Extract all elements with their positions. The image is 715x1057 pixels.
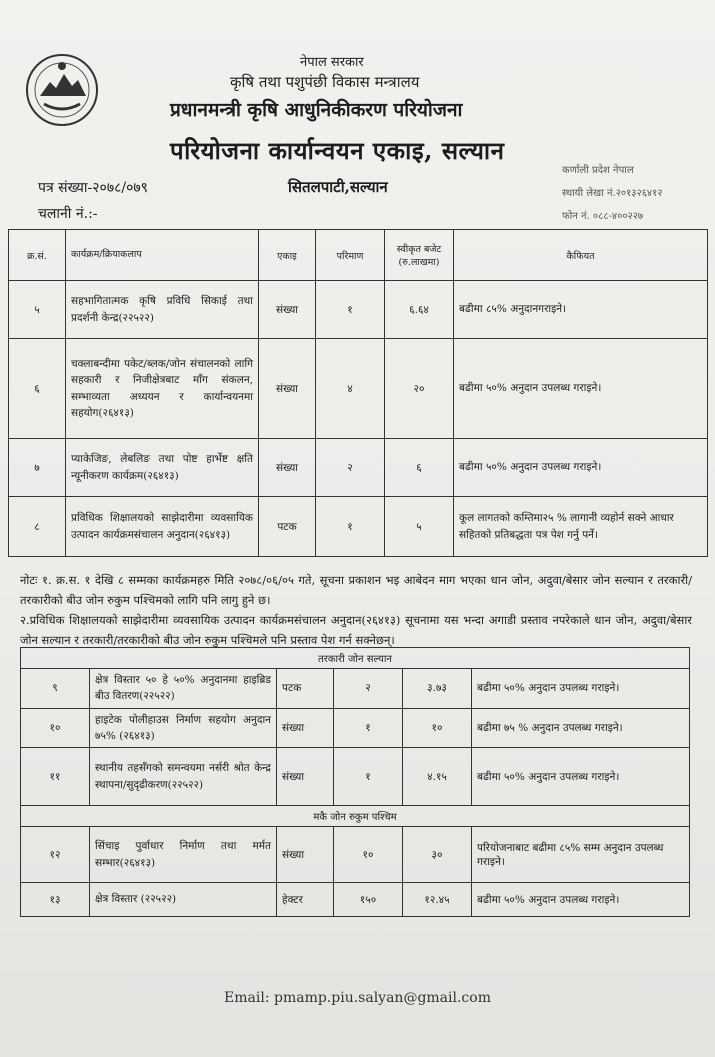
cell-unit: हेक्टर <box>277 883 334 917</box>
cell-qty: १० <box>334 827 403 883</box>
project-title: प्रधानमन्त्री कृषि आधुनिकीकरण परियोजना <box>170 99 463 121</box>
table-row <box>21 827 690 883</box>
cell-remarks: बढीमा ५०% अनुदान उपलब्ध गराइने। <box>472 748 690 806</box>
cell-budget: १२.४५ <box>403 883 472 917</box>
program-table <box>8 229 708 557</box>
cell-budget: २० <box>385 339 454 439</box>
cell-sn: ९ <box>21 669 90 709</box>
table-row <box>9 439 708 497</box>
cell-remarks: कूल लागतको कम्तिमा२५ % लागानी व्यहोर्न सक्ने आधार सहितको प्रतिबद्धता पत्र पेश गर्नु पर्ने। <box>454 497 708 557</box>
col-sn: क्र.सं. <box>9 230 66 281</box>
cell-unit: संख्या <box>259 439 316 497</box>
cell-remarks: बढीमा ५०% अनुदान उपलब्ध गराइने। <box>454 339 708 439</box>
cell-unit: संख्या <box>277 708 334 748</box>
office-place: सितलपाटी,सल्यान <box>288 178 388 196</box>
unit-title: परियोजना कार्यान्वयन एकाइ, सल्यान <box>170 136 505 165</box>
note-2: २.प्रविधिक शिक्षालयको साझेदारीमा व्यवसायिक उत्पादन कार्यक्रमसंचालन अनुदान(२६४१३) सूचनामा यस भन्दा अगाडी प्रस्ताव नपरेकाले धान जोन, अदुवा/बेसार जोन सल्यान र तरकारी/तरकारीको बीउ जोन रुकुम पश्चिमले पनि प्रस्ताव पेश गर्न सक्नेछन्। <box>20 613 692 648</box>
cell-qty: २ <box>316 439 385 497</box>
cell-program: प्रविधिक शिक्षालयको साझेदारीमा व्यवसायिक उत्पादन कार्यक्रमसंचालन अनुदान(२६४१३) <box>66 497 259 557</box>
cell-budget: ४.१५ <box>403 748 472 806</box>
cell-remarks: बढीमा ७५ % अनुदान उपलब्ध गराइने। <box>472 708 690 748</box>
cell-qty: १ <box>334 748 403 806</box>
cell-sn: ७ <box>9 439 66 497</box>
cell-unit: संख्या <box>259 281 316 339</box>
contact-email: Email: pmamp.piu.salyan@gmail.com <box>224 990 491 1006</box>
cell-program: सहभागितात्मक कृषि प्रविधि सिकाई तथा प्रदर्शनी केन्द्र(२२५२२) <box>66 281 259 339</box>
cell-sn: ५ <box>9 281 66 339</box>
cell-remarks: बढीमा ५०% अनुदान उपलब्ध गराइने। <box>472 883 690 917</box>
cell-remarks: परियोजनाबाट बढीमा ८५% सम्म अनुदान उपलब्ध गराइने। <box>472 827 690 883</box>
table-row <box>21 669 690 709</box>
cell-program: क्षेत्र विस्तार ५० हे ५०% अनुदानमा हाइब्रिड बीउ वितरण(२२५२२) <box>90 669 277 709</box>
notes-block <box>20 570 692 651</box>
col-budget: स्वीकृत बजेट (रु.लाखमा) <box>385 230 454 281</box>
account-line: स्थायी लेखा नं.२०१३२६४१२ <box>562 188 663 199</box>
table-row <box>9 339 708 439</box>
cell-unit: संख्या <box>277 748 334 806</box>
cell-program: हाइटेक पोलीहाउस निर्माण सहयोग अनुदान ७५% (२६४१३) <box>90 708 277 748</box>
nepal-emblem-icon <box>24 52 100 128</box>
letter-number: पत्र संख्या-२०७८/०७९ <box>38 180 148 196</box>
table-row <box>21 708 690 748</box>
table-row <box>21 883 690 917</box>
cell-budget: ६.६४ <box>385 281 454 339</box>
section-row <box>21 806 690 827</box>
cell-qty: १ <box>334 708 403 748</box>
cell-budget: ६ <box>385 439 454 497</box>
dispatch-number: चलानी नं.:- <box>38 206 98 222</box>
cell-budget: १० <box>403 708 472 748</box>
cell-remarks: बढीमा ५०% अनुदान उपलब्ध गराइने। <box>472 669 690 709</box>
cell-qty: २ <box>334 669 403 709</box>
cell-program: स्थानीय तहसँगको समन्वयमा नर्सरी श्रोत केन्द्र स्थापना/सुदृढीकरण(२२५२२) <box>90 748 277 806</box>
ministry-title: कृषि तथा पशुपंछी विकास मन्त्रालय <box>230 73 420 91</box>
cell-sn: १० <box>21 708 90 748</box>
table-header-row <box>9 230 708 281</box>
section-row <box>21 648 690 669</box>
col-unit: एकाइ <box>259 230 316 281</box>
cell-program: सिंचाइ पुर्वाधार निर्माण तथा मर्मत सम्भार(२६४१३) <box>90 827 277 883</box>
cell-sn: ११ <box>21 748 90 806</box>
note-1: नोटः १. क्र.स. १ देखि ८ सम्मका कार्यक्रमहरु मिति २०७८/०६/०५ गते, सूचना प्रकाशन भइ आबेदन माग भएका धान जोन, अदुवा/बेसार जोन सल्यान र तरकारी/तरकारीको बीउ जोन रुकुम पश्चिमको लागि पनि लागु हुने छ। <box>20 573 692 608</box>
table-row <box>9 281 708 339</box>
province-line: कर्णाली प्रदेश नेपाल <box>562 165 634 176</box>
cell-qty: १५० <box>334 883 403 917</box>
cell-unit: संख्या <box>259 339 316 439</box>
cell-remarks: बढीमा ५०% अनुदान उपलब्ध गराइने। <box>454 439 708 497</box>
cell-qty: १ <box>316 281 385 339</box>
cell-unit: संख्या <box>277 827 334 883</box>
cell-sn: १२ <box>21 827 90 883</box>
cell-unit: पटक <box>259 497 316 557</box>
cell-sn: ६ <box>9 339 66 439</box>
cell-budget: ३.७३ <box>403 669 472 709</box>
cell-program: चक्लाबन्दीमा पकेट/ब्लक/जोन संचालनको लागि सहकारी र निजीक्षेत्रबाट माँग संकलन, सम्भाव्यता अध्ययन र कार्यान्वयनमा सहयोग(२६४१३) <box>66 339 259 439</box>
zone-program-table <box>20 647 690 917</box>
section-vegetable-zone: तरकारी जोन सल्यान <box>21 648 690 669</box>
cell-sn: ८ <box>9 497 66 557</box>
cell-budget: ३० <box>403 827 472 883</box>
col-qty: परिमाण <box>316 230 385 281</box>
col-remarks: कैफियत <box>454 230 708 281</box>
cell-qty: १ <box>316 497 385 557</box>
table-row <box>21 748 690 806</box>
section-maize-zone: मकै जोन रुकुम पश्चिम <box>21 806 690 827</box>
cell-unit: पटक <box>277 669 334 709</box>
cell-budget: ५ <box>385 497 454 557</box>
cell-program: क्षेत्र विस्तार (२२५२२) <box>90 883 277 917</box>
table-row <box>9 497 708 557</box>
cell-program: प्याकेजिङ, लेबलिङ तथा पोष्ट हार्भेष्ट क्षति न्यूनीकरण कार्यक्रम(२६४१३) <box>66 439 259 497</box>
cell-qty: ४ <box>316 339 385 439</box>
col-program: कार्यक्रम/क्रियाकलाप <box>66 230 259 281</box>
cell-remarks: बढीमा ८५% अनुदानगराइने। <box>454 281 708 339</box>
gov-title: नेपाल सरकार <box>300 55 364 70</box>
phone-line: फोन नं. ०८८-४००२२७ <box>562 211 644 222</box>
cell-sn: १३ <box>21 883 90 917</box>
